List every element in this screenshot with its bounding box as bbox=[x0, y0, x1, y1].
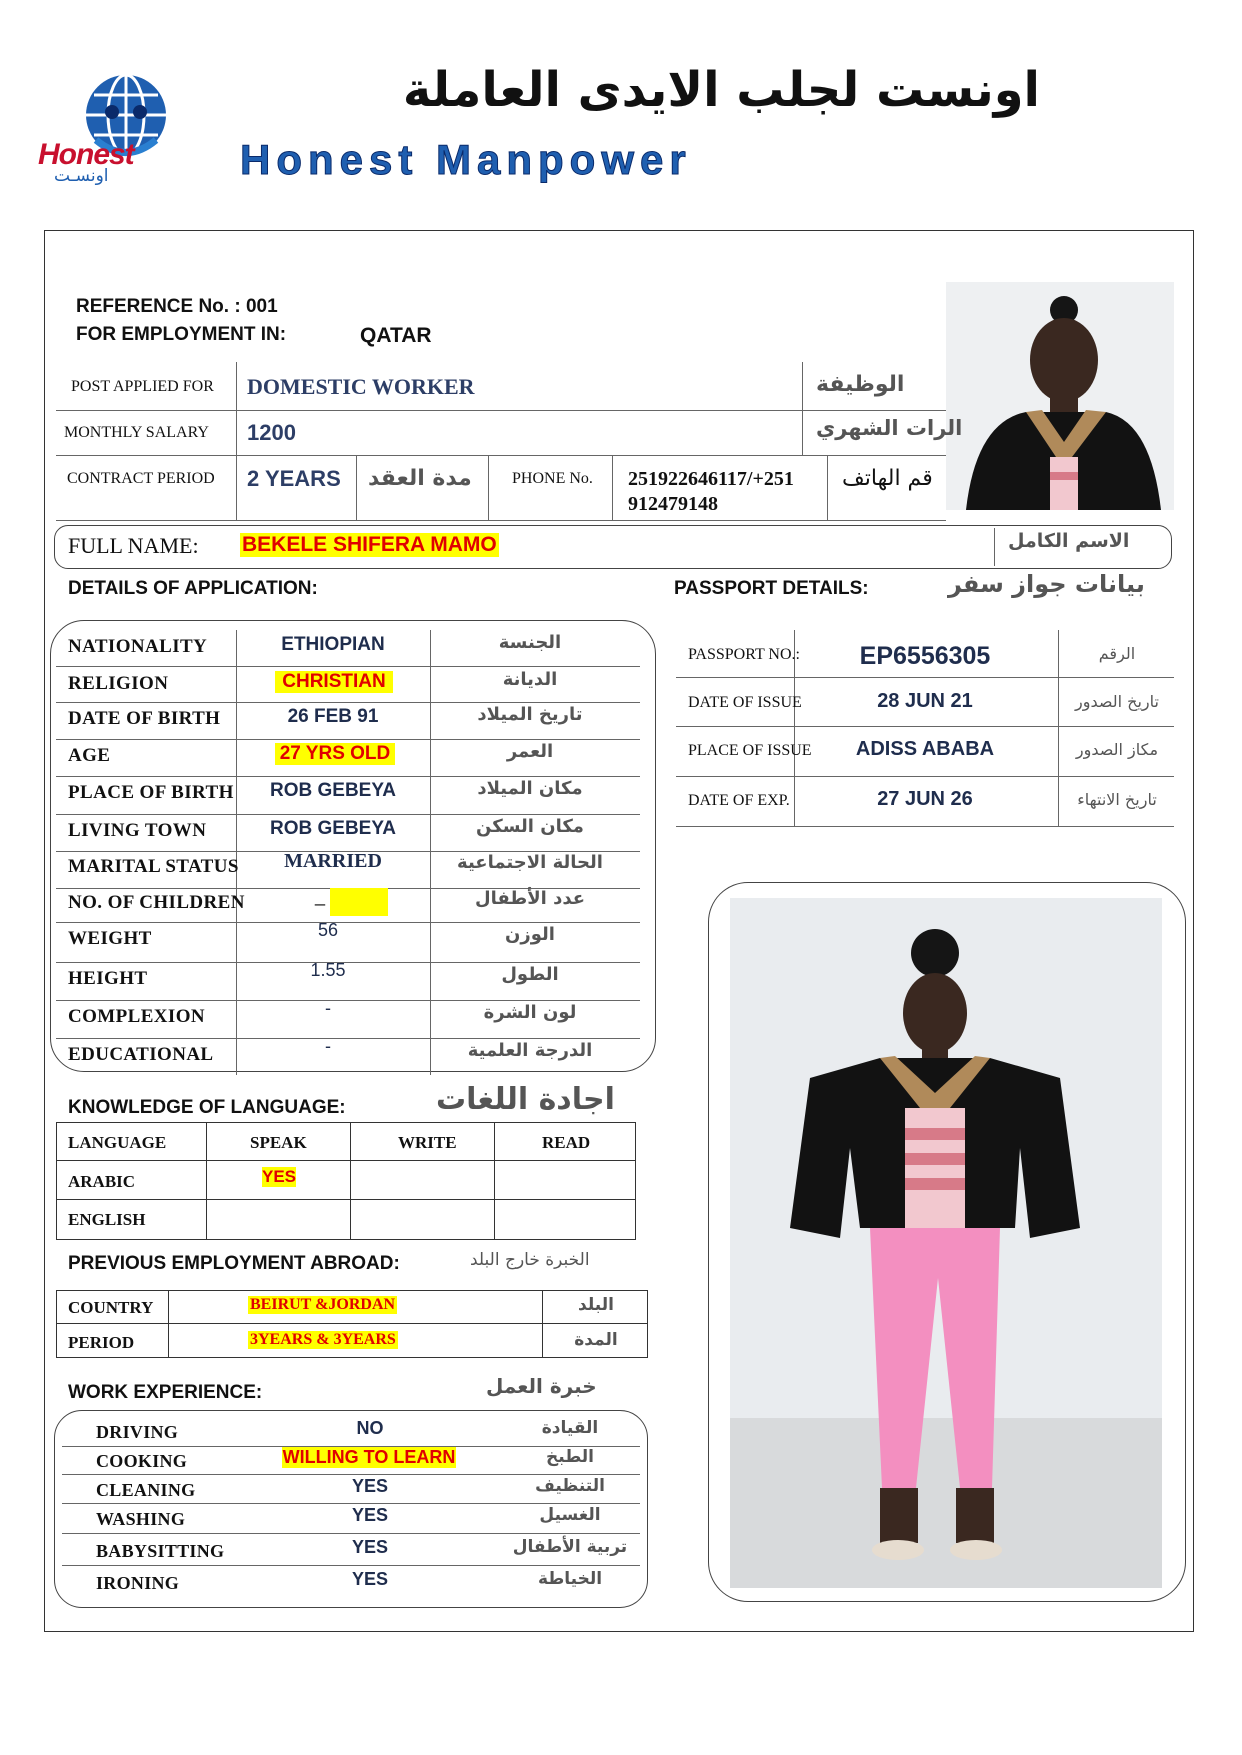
headshot-photo bbox=[946, 282, 1174, 510]
work-label: BABYSITTING bbox=[96, 1541, 225, 1561]
detail-label-ar: الجنسة bbox=[498, 632, 562, 653]
contract-label-ar: مدة العقد bbox=[368, 466, 472, 491]
detail-label: LIVING TOWN bbox=[68, 820, 207, 841]
passport-value: ADISS ABABA bbox=[855, 738, 995, 760]
detail-label-ar: الوزن bbox=[505, 924, 555, 945]
previous-label-ar: المدة bbox=[574, 1330, 618, 1350]
work-label: WASHING bbox=[96, 1509, 186, 1529]
detail-label: DATE OF BIRTH bbox=[68, 708, 221, 729]
detail-label-ar: الدرجة العلمية bbox=[467, 1040, 593, 1061]
passport-label: PASSPORT NO.: bbox=[688, 646, 800, 663]
detail-label: RELIGION bbox=[68, 673, 169, 694]
logo-text: Honest bbox=[38, 138, 134, 171]
children-highlight bbox=[330, 888, 388, 916]
detail-label-ar: الطول bbox=[501, 964, 559, 985]
language-name: ENGLISH bbox=[68, 1210, 146, 1229]
language-header: READ bbox=[542, 1133, 591, 1152]
full-name-box bbox=[54, 525, 1172, 569]
phone-label: PHONE No. bbox=[512, 470, 593, 487]
passport-label-ar: تاريخ الصدور bbox=[1075, 692, 1159, 711]
logo-text-ar: اونسـت bbox=[54, 166, 109, 186]
detail-label: EDUCATIONAL bbox=[68, 1044, 214, 1065]
work-label-ar: الطبخ bbox=[546, 1447, 594, 1467]
detail-label-ar: عدد الأطفال bbox=[474, 888, 586, 909]
salary-value: 1200 bbox=[247, 420, 296, 445]
previous-label: COUNTRY bbox=[68, 1298, 154, 1317]
work-label: COOKING bbox=[96, 1451, 188, 1471]
passport-value: 28 JUN 21 bbox=[877, 690, 973, 712]
language-speak: YES bbox=[262, 1167, 297, 1186]
salary-label: MONTHLY SALARY bbox=[64, 424, 209, 441]
work-label-ar: التنظيف bbox=[535, 1476, 605, 1496]
detail-label: AGE bbox=[68, 745, 111, 766]
work-label: DRIVING bbox=[96, 1422, 179, 1442]
work-label-ar: الغسيل bbox=[539, 1505, 601, 1525]
language-section-title: KNOWLEDGE OF LANGUAGE: bbox=[68, 1097, 346, 1118]
detail-value: - bbox=[325, 998, 331, 1018]
full-name-label: FULL NAME: bbox=[68, 533, 199, 558]
passport-label-ar: مكاز الصدور bbox=[1075, 740, 1159, 759]
passport-value: EP6556305 bbox=[859, 642, 991, 670]
detail-value: ROB GEBEYA bbox=[270, 818, 396, 839]
full-name-value: BEKELE SHIFERA MAMO bbox=[242, 533, 497, 556]
post-label-ar: الوظيفة bbox=[816, 372, 905, 397]
detail-label-ar: لون الشرة bbox=[483, 1002, 577, 1023]
work-label: IRONING bbox=[96, 1573, 180, 1593]
employment-country: QATAR bbox=[360, 324, 432, 347]
phone-value-1: 251922646117/+251 bbox=[628, 468, 794, 490]
detail-label-ar: الحالة الاجتماعية bbox=[457, 852, 603, 873]
language-name: ARABIC bbox=[68, 1172, 136, 1191]
work-label-ar: القيادة bbox=[541, 1418, 599, 1438]
detail-label-ar: الديانة bbox=[502, 669, 558, 690]
passport-label: PLACE OF ISSUE bbox=[688, 742, 812, 759]
detail-value: 27 YRS OLD bbox=[275, 743, 395, 765]
employment-label: FOR EMPLOYMENT IN: bbox=[76, 324, 287, 345]
detail-label: HEIGHT bbox=[68, 968, 148, 989]
language-header: SPEAK bbox=[250, 1133, 307, 1152]
detail-label-ar: تاريخ الميلاد bbox=[477, 704, 583, 725]
detail-value: CHRISTIAN bbox=[275, 671, 393, 693]
work-value: WILLING TO LEARN bbox=[282, 1447, 456, 1467]
passport-section-title: PASSPORT DETAILS: bbox=[674, 578, 869, 599]
phone-value-2: 912479148 bbox=[628, 493, 718, 515]
previous-section-title: PREVIOUS EMPLOYMENT ABROAD: bbox=[68, 1253, 400, 1274]
detail-value: _ bbox=[314, 886, 325, 906]
detail-label: COMPLEXION bbox=[68, 1006, 205, 1027]
detail-value: MARRIED bbox=[284, 850, 382, 872]
work-value: YES bbox=[351, 1476, 389, 1496]
previous-value: 3YEARS & 3YEARS bbox=[250, 1331, 396, 1348]
work-section-title: WORK EXPERIENCE: bbox=[68, 1382, 263, 1403]
work-label: CLEANING bbox=[96, 1480, 196, 1500]
detail-value: ROB GEBEYA bbox=[270, 780, 396, 801]
passport-value: 27 JUN 26 bbox=[877, 788, 973, 810]
application-section-title: DETAILS OF APPLICATION: bbox=[68, 578, 318, 599]
passport-label: DATE OF ISSUE bbox=[688, 694, 802, 711]
detail-value: 56 bbox=[317, 920, 339, 940]
full-name-label-ar: الاسم الكامل bbox=[1008, 530, 1130, 552]
post-label: POST APPLIED FOR bbox=[71, 378, 214, 395]
previous-label-ar: البلد bbox=[578, 1295, 614, 1315]
passport-section-title-ar: بيانات جواز سفر bbox=[948, 570, 1145, 598]
previous-value: BEIRUT &JORDAN bbox=[250, 1296, 396, 1313]
post-value: DOMESTIC WORKER bbox=[247, 374, 475, 399]
previous-label: PERIOD bbox=[68, 1333, 135, 1352]
contract-label: CONTRACT PERIOD bbox=[67, 470, 215, 487]
work-value: YES bbox=[351, 1569, 389, 1589]
detail-value: 26 FEB 91 bbox=[287, 706, 379, 727]
contract-value: 2 YEARS bbox=[247, 466, 341, 491]
language-header: WRITE bbox=[398, 1133, 457, 1152]
reference-number: REFERENCE No. : 001 bbox=[76, 296, 278, 317]
detail-label: MARITAL STATUS bbox=[68, 856, 239, 877]
detail-label: NATIONALITY bbox=[68, 636, 208, 657]
passport-label: DATE OF EXP. bbox=[688, 792, 790, 809]
language-header: LANGUAGE bbox=[68, 1133, 167, 1152]
detail-label-ar: مكان الميلاد bbox=[477, 778, 583, 799]
work-value: YES bbox=[351, 1537, 389, 1557]
work-value: NO bbox=[356, 1418, 384, 1438]
detail-label: NO. OF CHILDREN bbox=[68, 892, 245, 913]
detail-label: PLACE OF BIRTH bbox=[68, 782, 234, 803]
work-value: YES bbox=[351, 1505, 389, 1525]
detail-value: 1.55 bbox=[310, 960, 346, 980]
detail-label-ar: العمر bbox=[506, 741, 554, 762]
passport-label-ar: الرقم bbox=[1098, 644, 1136, 663]
detail-label-ar: مكان السكن bbox=[476, 816, 584, 837]
language-section-title-ar: اجادة اللغات bbox=[436, 1082, 615, 1117]
detail-value: ETHIOPIAN bbox=[281, 634, 385, 655]
previous-section-title-ar: الخبرة خارج البلد bbox=[470, 1250, 590, 1270]
company-title-en: Honest Manpower bbox=[240, 136, 692, 183]
full-body-photo bbox=[730, 898, 1162, 1588]
logo bbox=[34, 70, 204, 190]
work-section-title-ar: خبرة العمل bbox=[486, 1374, 597, 1398]
passport-label-ar: تاريخ الانتهاء bbox=[1077, 790, 1157, 809]
company-title-ar: اونست لجلب الايدى العاملة bbox=[402, 62, 1040, 118]
phone-label-ar: قم الهاتف bbox=[842, 466, 933, 491]
work-label-ar: الخياطة bbox=[537, 1569, 603, 1589]
work-label-ar: تربية الأطفال bbox=[512, 1537, 628, 1557]
salary-label-ar: الرات الشهري bbox=[816, 416, 963, 440]
detail-label: WEIGHT bbox=[68, 928, 152, 949]
detail-value: - bbox=[325, 1036, 331, 1056]
